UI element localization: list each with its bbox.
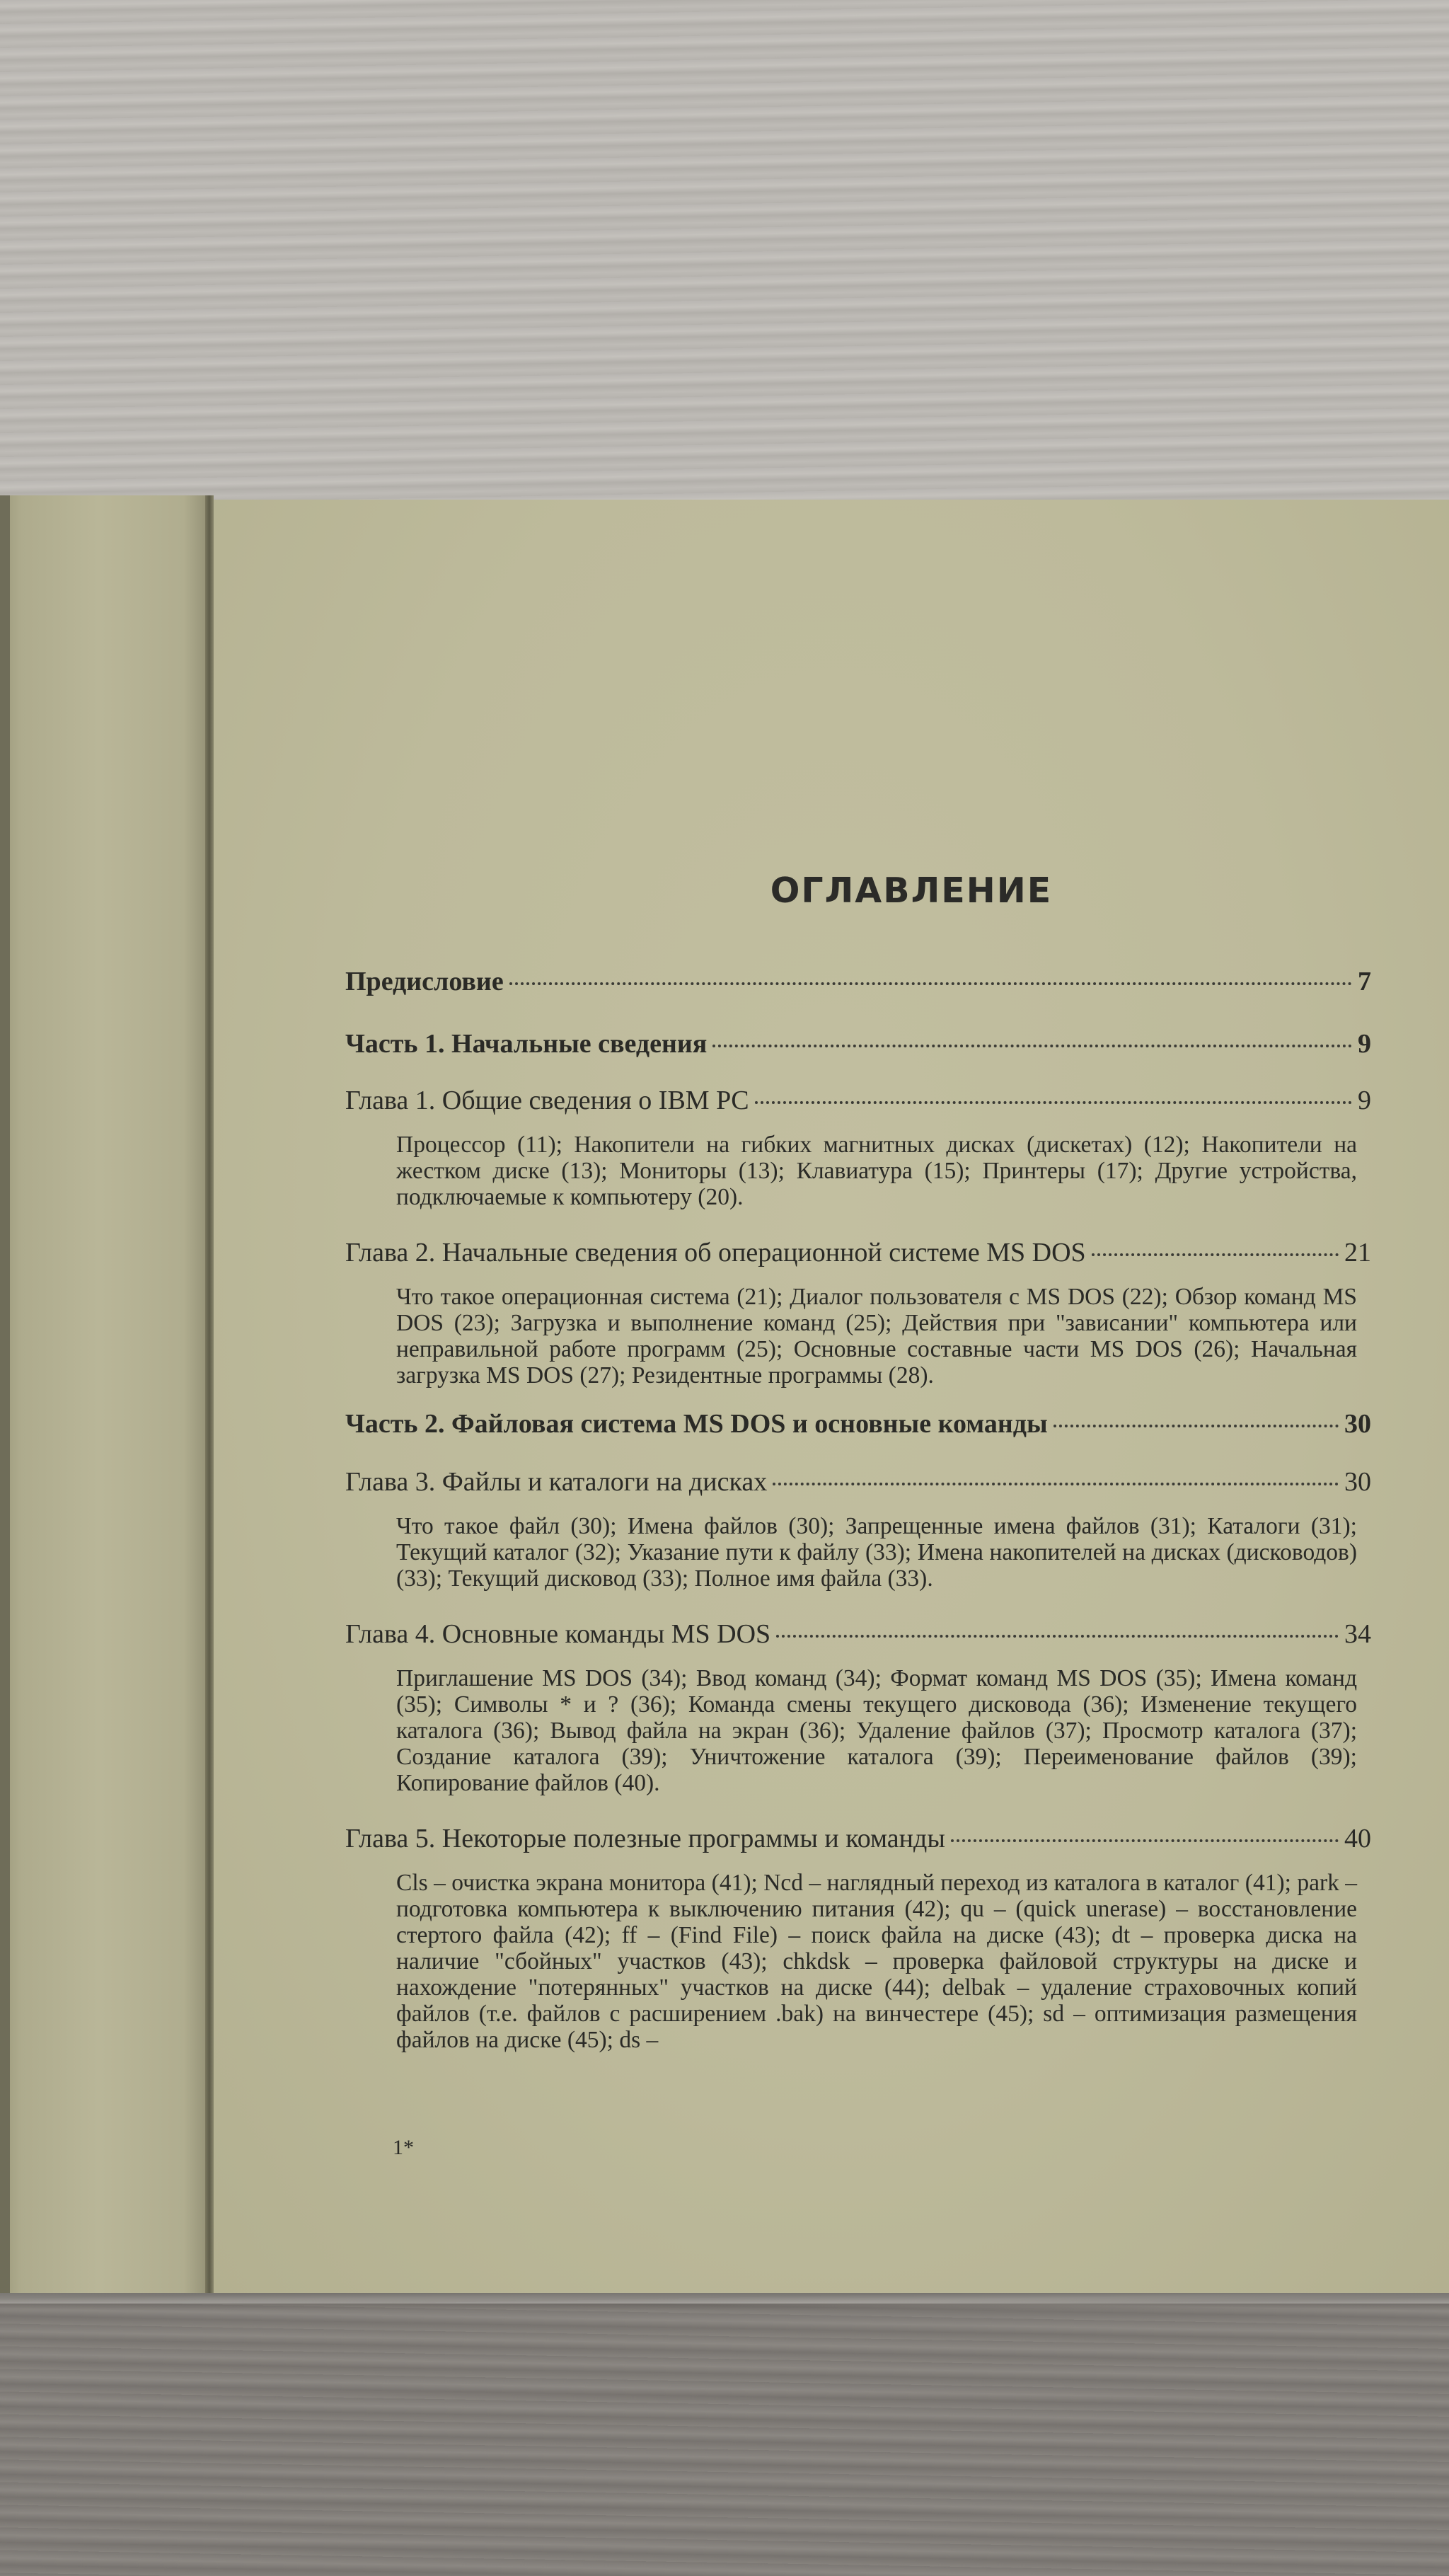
sheet-signature: 1* — [393, 2136, 414, 2159]
toc-entry-page: 34 — [1344, 1619, 1371, 1649]
dot-leader — [1092, 1253, 1339, 1256]
toc-entry-chapter-5 — [345, 1823, 1371, 1854]
toc-entry-part-2 — [345, 1408, 1371, 1439]
toc-entry-page: 30 — [1344, 1467, 1371, 1497]
toc-entry-label: Часть 2. Файловая система MS DOS и основные команды — [345, 1409, 1048, 1439]
toc-entry-chapter-3 — [345, 1466, 1371, 1497]
toc-entry-desc: Cls – очистка экрана монитора (41); Ncd – наглядный переход из каталога в каталог (41); park – подготовка компьютера к выключению питания (42); qu – (quick unerase) – восстановление стертого файла (42); ff – (Find File) – поиск файла на диске (43); dt – проверка диска на наличие "сбойных" участков (43); chkdsk – проверка файловой структуры на диске и нахождение "потерянных" участков на диске (44); delbak – удаление страховочных копий файлов (т.е. файлов с расширением .bak) на винчестере (45); sd – оптимизация размещения файлов на диске (45); ds – — [396, 1870, 1357, 2053]
toc-entry-chapter-1 — [345, 1085, 1371, 1116]
toc-entry-label: Глава 1. Общие сведения о IBM PC — [345, 1086, 749, 1115]
table-of-contents — [345, 870, 1371, 2053]
toc-entry-page: 30 — [1344, 1409, 1371, 1439]
toc-entry-chapter-4 — [345, 1618, 1371, 1650]
toc-entry-page: 21 — [1344, 1238, 1371, 1267]
toc-entry-label: Глава 5. Некоторые полезные программы и команды — [345, 1824, 945, 1853]
toc-entry-label: Глава 4. Основные команды MS DOS — [345, 1619, 771, 1649]
dot-leader — [712, 1045, 1352, 1047]
toc-heading: ОГЛАВЛЕНИЕ — [770, 870, 1053, 911]
toc-entry-part-1 — [345, 1028, 1371, 1059]
toc-entry-chapter-2 — [345, 1237, 1371, 1268]
toc-entry-label: Глава 3. Файлы и каталоги на дисках — [345, 1467, 768, 1497]
toc-entry-preface — [345, 966, 1371, 997]
toc-entry-page: 7 — [1358, 967, 1371, 996]
dot-leader — [951, 1839, 1339, 1842]
toc-entry-label: Предисловие — [345, 967, 504, 996]
table-surface-bottom — [0, 2304, 1449, 2576]
toc-entry-label: Глава 2. Начальные сведения об операционной системе MS DOS — [345, 1238, 1086, 1267]
dot-leader — [1053, 1425, 1339, 1427]
dot-leader — [509, 982, 1352, 985]
toc-entry-desc: Приглашение MS DOS (34); Ввод команд (34); Формат команд MS DOS (35); Имена команд (35); Символы * и ? (36); Команда смены текущего дисковода (36); Изменение текущего каталога (36); Вывод файла на экран (36); Удаление файлов (37); Просмотр каталога (37); Создание каталога (39); Уничтожение каталога (39); Переименование файлов (39); Копирование файлов (40). — [396, 1665, 1357, 1796]
table-surface-top — [0, 0, 1449, 495]
toc-entry-page: 40 — [1344, 1824, 1371, 1853]
toc-entry-desc: Процессор (11); Накопители на гибких магнитных дисках (дискетах) (12); Накопители на жестком диске (13); Мониторы (13); Клавиатура (15); Принтеры (17); Другие устройства, подключаемые к компьютеру (20). — [396, 1132, 1357, 1210]
dot-leader — [773, 1483, 1339, 1485]
toc-entry-page: 9 — [1358, 1029, 1371, 1059]
book-spine — [0, 495, 212, 2293]
toc-entry-label: Часть 1. Начальные сведения — [345, 1029, 708, 1059]
spine-edge — [0, 495, 10, 2293]
dot-leader — [755, 1101, 1352, 1104]
dot-leader — [776, 1635, 1339, 1638]
toc-entry-desc: Что такое файл (30); Имена файлов (30); Запрещенные имена файлов (31); Каталоги (31); Текущий каталог (32); Указание пути к файлу (33); Имена накопителей на дисках (дисководов) (33); Текущий дисковод (33); Полное имя файла (33). — [396, 1513, 1357, 1592]
toc-entry-desc: Что такое операционная система (21); Диалог пользователя с MS DOS (22); Обзор команд MS DOS (23); Загрузка и выполнение команд (25); Действия при "зависании" компьютера или неправильной работе программ (25); Основные составные части MS DOS (26); Начальная загрузка MS DOS (27); Резидентные программы (28). — [396, 1284, 1357, 1388]
page-fold — [205, 495, 214, 2293]
toc-entry-page: 9 — [1358, 1086, 1371, 1115]
